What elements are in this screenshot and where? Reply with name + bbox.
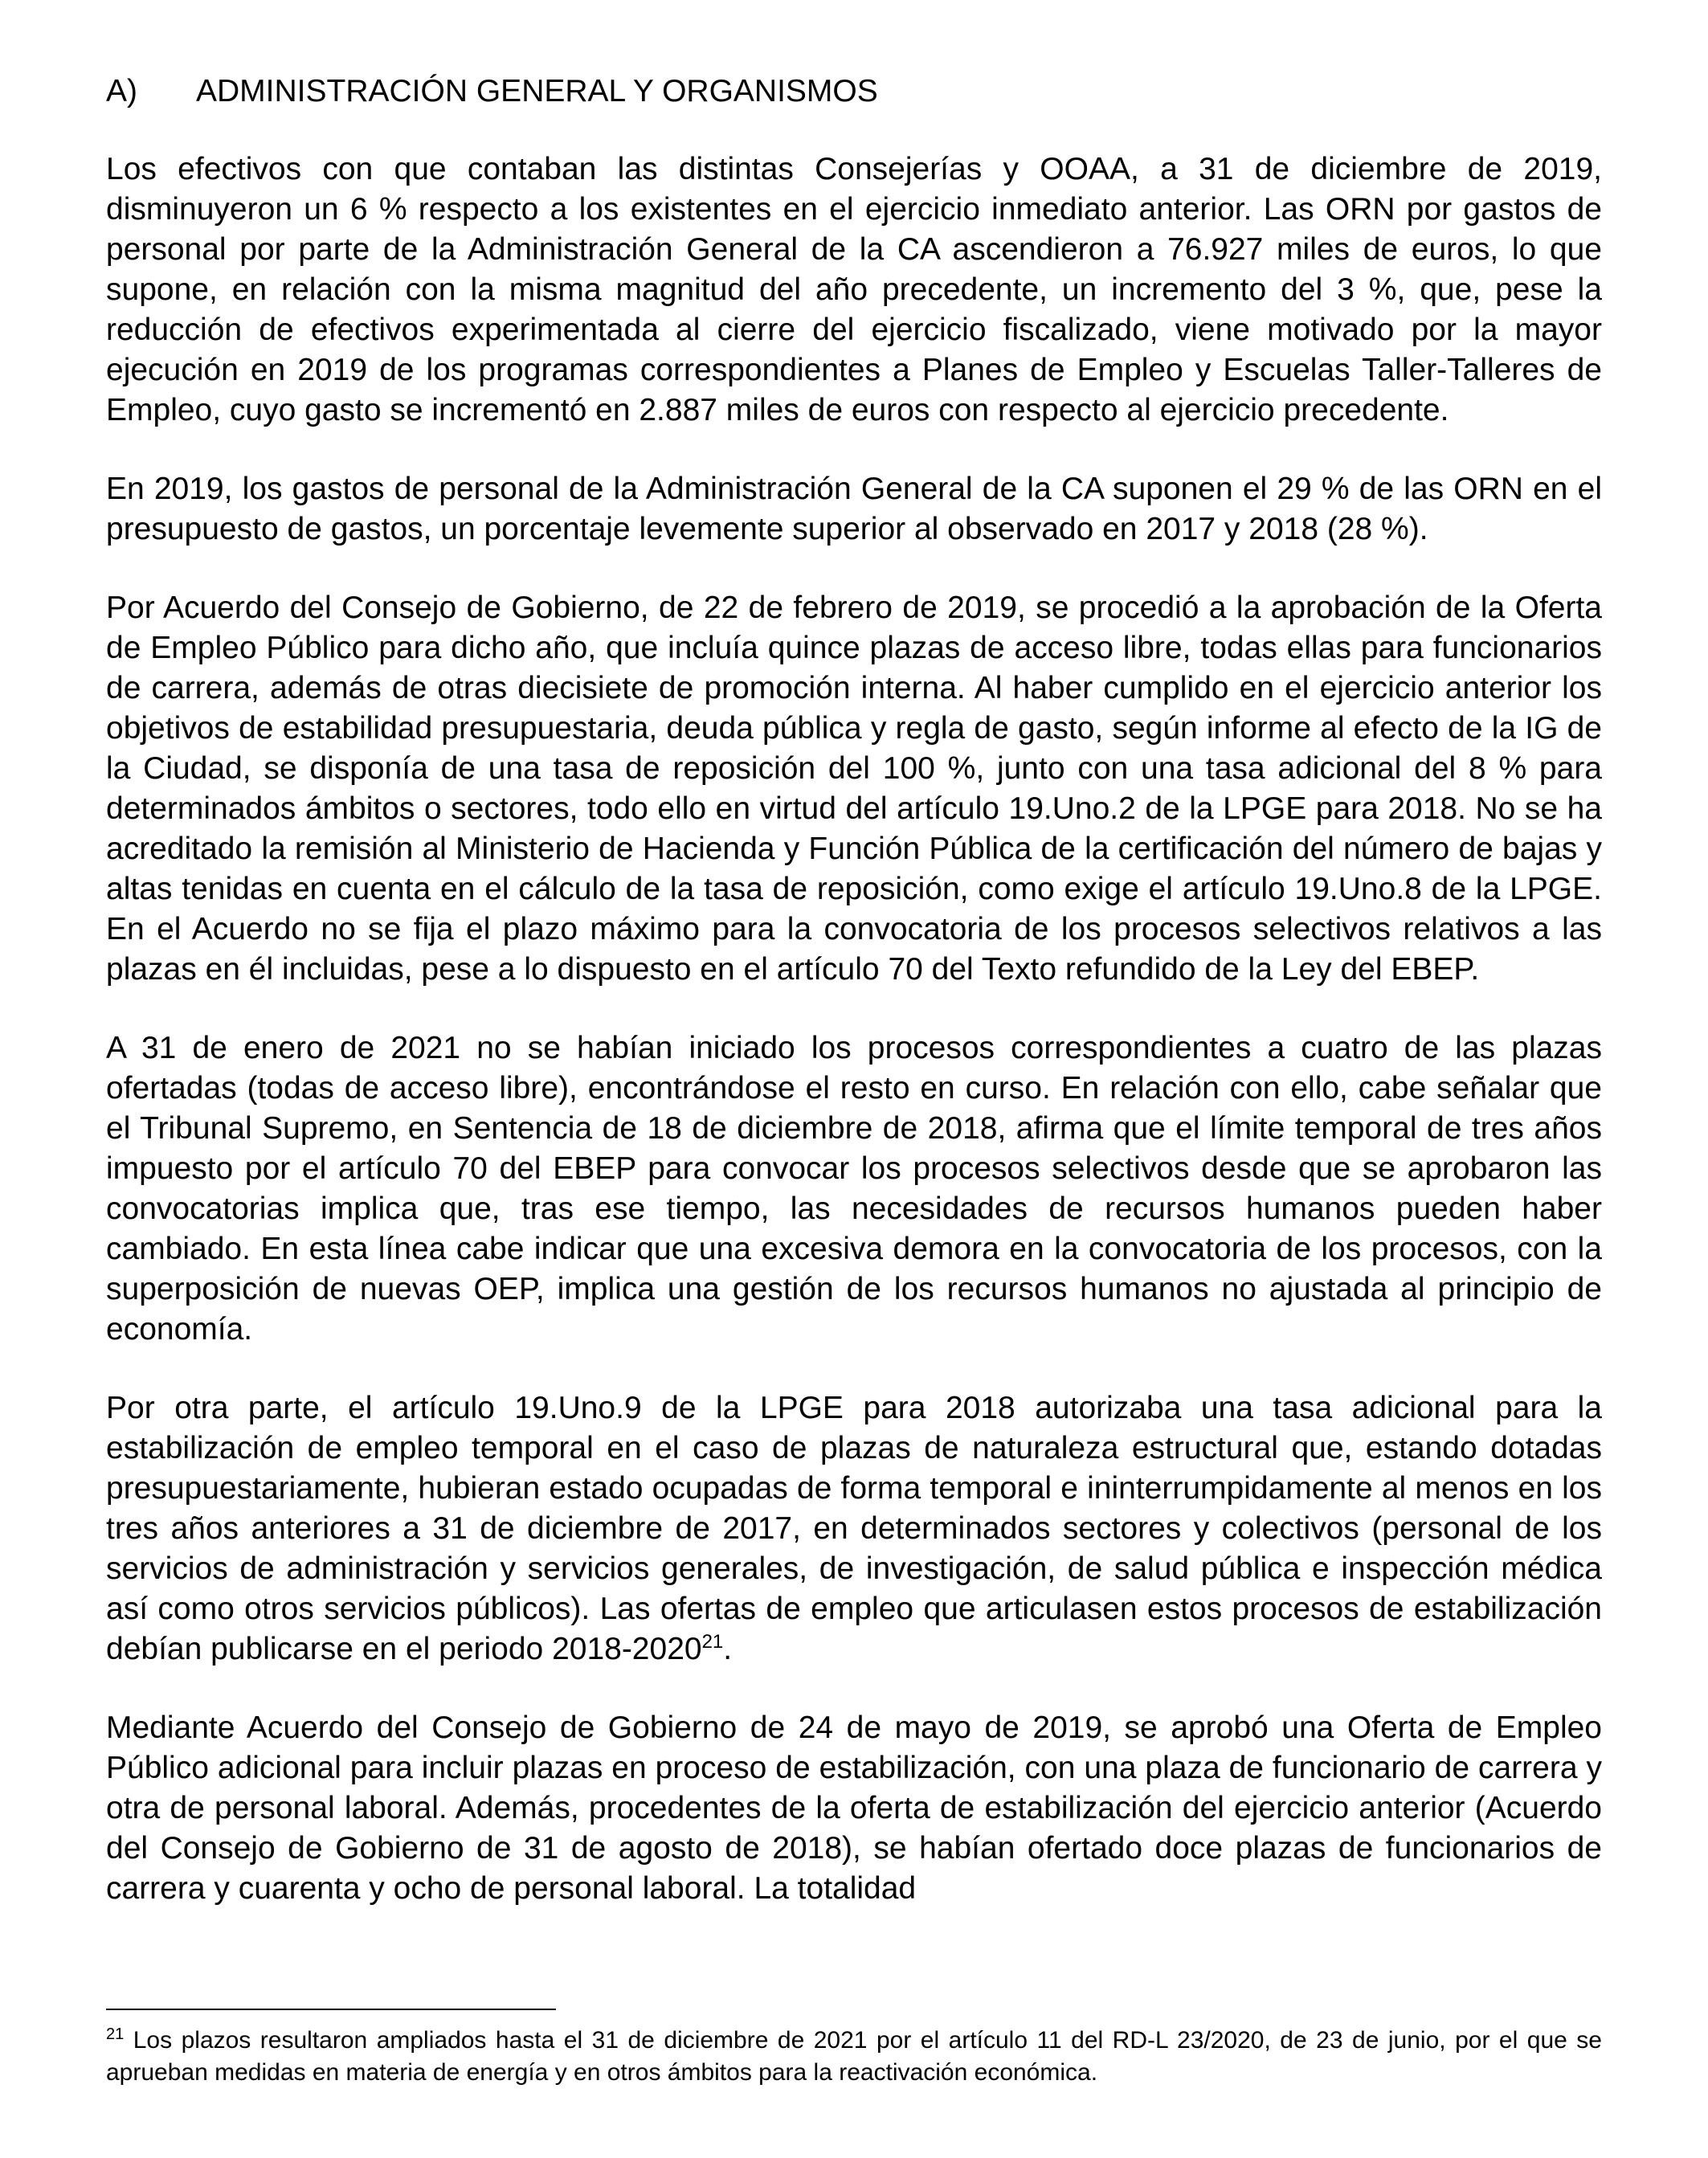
footnote-text: Los plazos resultaron ampliados hasta el 31 de diciembre de 2021 por el artículo 11 del RD-L 23/2020, de 23 de junio, por el que se aprueban medidas en materia de energía y en otros ámbitos para la reactivación económica. — [106, 2027, 1602, 2086]
paragraph-oferta-empleo: Por Acuerdo del Consejo de Gobierno, de 22 de febrero de 2019, se procedió a la aprobación de la Oferta de Empleo Público para dicho año, que incluía quince plazas de acceso libre, todas ellas para funcionarios de carrera, además de otras diecisiete de promoción interna. Al haber cumplido en el ejercicio anterior los objetivos de estabilidad presupuestaria, deuda pública y regla de gasto, según informe al efecto de la IG de la Ciudad, se disponía de una tasa de reposición del 100 %, junto con una tasa adicional del 8 % para determinados ámbitos o sectores, todo ello en virtud del artículo 19.Uno.2 de la LPGE para 2018. No se ha acreditado la remisión al Ministerio de Hacienda y Función Pública de la certificación del número de bajas y altas tenidas en cuenta en el cálculo de la tasa de reposición, como exige el artículo 19.Uno.8 de la LPGE. En el Acuerdo no se fija el plazo máximo para la convocatoria de los procesos selectivos relativos a las plazas en él incluidas, pese a lo dispuesto en el artículo 70 del Texto refundido de la Ley del EBEP. — [106, 591, 1602, 987]
section-heading — [106, 71, 878, 112]
paragraph-tasa-estabilizacion-end: . — [723, 1632, 733, 1666]
paragraph-procesos-selectivos: A 31 de enero de 2021 no se habían iniciado los procesos correspondientes a cuatro de las plazas ofertadas (todas de acceso libre), encontrándose el resto en curso. En relación con ello, cabe señalar que el Tribunal Supremo, en Sentencia de 18 de diciembre de 2018, afirma que el límite temporal de tres años impuesto por el artículo 70 del EBEP para convocar los procesos selectivos desde que se aprobaron las convocatorias implica que, tras ese tiempo, las necesidades de recursos humanos pueden haber cambiado. En esta línea cabe indicar que una excesiva demora en la convocatoria de los procesos, con la superposición de nuevas OEP, implica una gestión de los recursos humanos no ajustada al principio de economía. — [106, 1031, 1602, 1347]
paragraph-tasa-estabilizacion-text: Por otra parte, el artículo 19.Uno.9 de la LPGE para 2018 autorizaba una tasa adicional para la estabilización de empleo temporal en el caso de plazas de naturaleza estructural que, estando dotadas presupuestariamente, hubieran estado ocupadas de forma temporal e ininterrumpidamente al menos en los tres años anteriores a 31 de diciembre de 2017, en determinados sectores y colectivos (personal de los servicios de administración y servicios generales, de investigación, de salud pública e inspección médica así como otros servicios públicos). Las ofertas de empleo que articulasen estos procesos de estabilización debían publicarse en el periodo 2018-2020 — [106, 1391, 1602, 1666]
section-title: ADMINISTRACIÓN GENERAL Y ORGANISMOS — [196, 74, 878, 108]
footnote-separator — [106, 2009, 556, 2010]
paragraph-efectivos: Los efectivos con que contaban las distintas Consejerías y OOAA, a 31 de diciembre de 2019, disminuyeron un 6 % respecto a los existentes en el ejercicio inmediato anterior. Las ORN por gastos de personal por parte de la Administración General de la CA ascendieron a 76.927 miles de euros, lo que supone, en relación con la misma magnitud del año precedente, un incremento del 3 %, que, pese la reducción de efectivos experimentada al cierre del ejercicio fiscalizado, viene motivado por la mayor ejecución en 2019 de los programas correspondientes a Planes de Empleo y Escuelas Taller-Talleres de Empleo, cuyo gasto se incrementó en 2.887 miles de euros con respecto al ejercicio precedente. — [106, 152, 1602, 427]
footnote — [106, 2025, 1602, 2089]
document-body — [106, 149, 1602, 1909]
paragraph-tasa-estabilizacion — [106, 1388, 1602, 1670]
footnote-number: 21 — [106, 2025, 125, 2043]
paragraph-oferta-adicional: Mediante Acuerdo del Consejo de Gobierno de 24 de mayo de 2019, se aprobó una Oferta de Empleo Público adicional para incluir plazas en proceso de estabilización, con una plaza de funcionario de carrera y otra de personal laboral. Además, procedentes de la oferta de estabilización del ejercicio anterior (Acuerdo del Consejo de Gobierno de 31 de agosto de 2018), se habían ofertado doce plazas de funcionarios de carrera y cuarenta y ocho de personal laboral. La totalidad — [106, 1710, 1602, 1906]
paragraph-gastos-personal: En 2019, los gastos de personal de la Administración General de la CA suponen el 29 % de las ORN en el presupuesto de gastos, un porcentaje levemente superior al observado en 2017 y 2018 (28 %). — [106, 472, 1602, 546]
section-number: A) — [106, 74, 137, 108]
footnote-reference[interactable]: 21 — [701, 1631, 724, 1653]
